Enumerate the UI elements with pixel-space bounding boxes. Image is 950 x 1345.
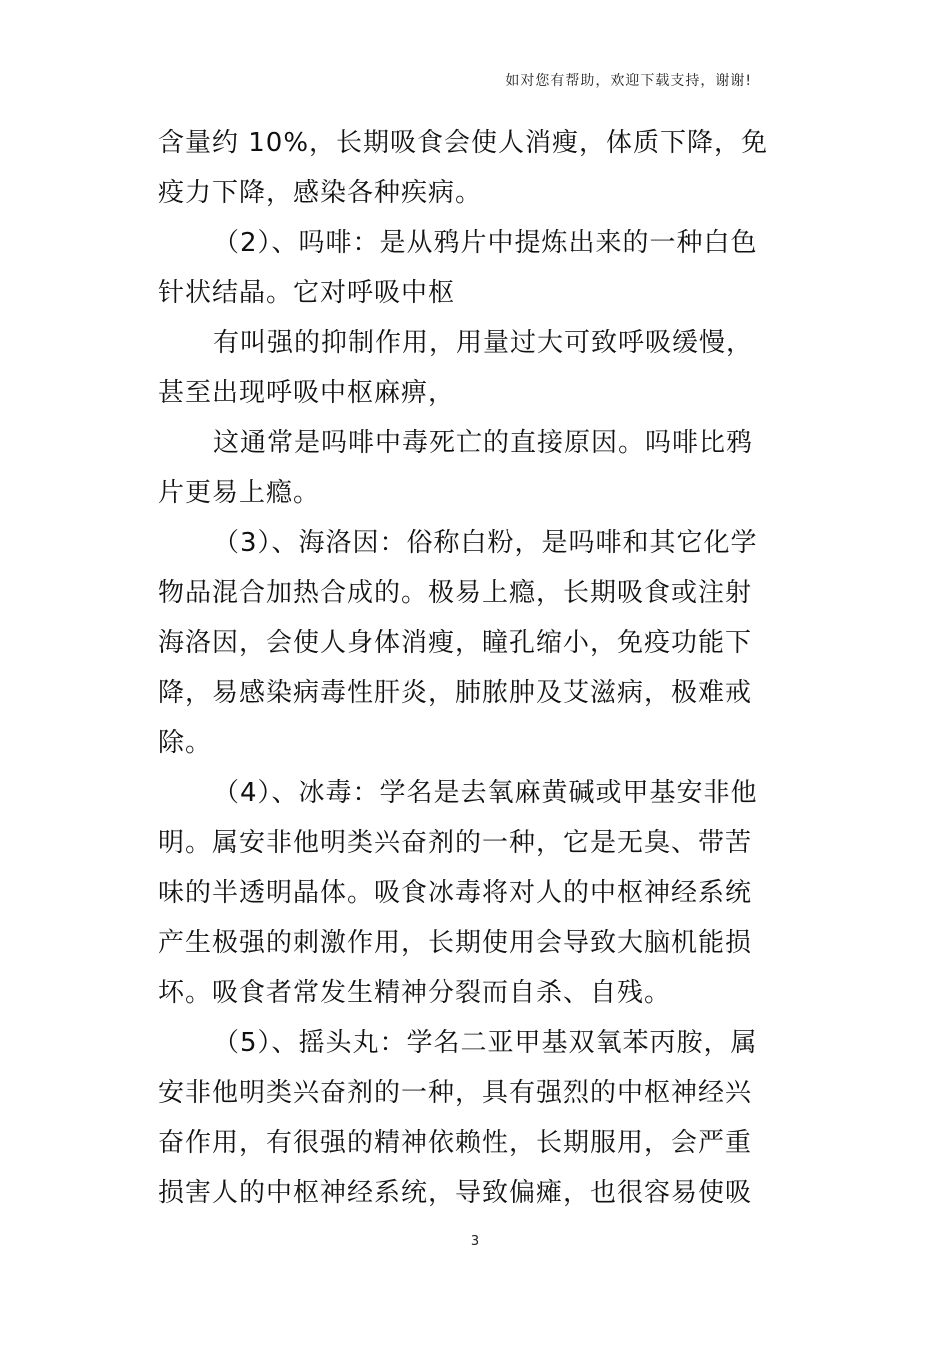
text-line: 安非他明类兴奋剂的一种，具有强烈的中枢神经兴 [158,1078,753,1108]
page-number: 3 [470,1234,480,1249]
text-line: 奋作用，有很强的精神依赖性，长期服用，会严重 [158,1128,753,1158]
paragraph-morphine-heading: （2）、吗啡：是从鸦片中提炼出来的一种白色 [213,228,758,258]
text-line: 有叫强的抑制作用，用量过大可致呼吸缓慢， [213,328,754,358]
page-header-note: 如对您有帮助，欢迎下载支持，谢谢! [505,73,752,89]
text-line: 含量约 10%，长期吸食会使人消瘦，体质下降，免 [158,128,769,158]
text-line: 这通常是吗啡中毒死亡的直接原因。吗啡比鸦 [213,428,754,458]
text-line: 味的半透明晶体。吸食冰毒将对人的中枢神经系统 [158,878,753,908]
text-line: 甚至出现呼吸中枢麻痹， [158,378,456,408]
text-line: 针状结晶。它对呼吸中枢 [158,278,456,308]
paragraph-heroin-heading: （3）、海洛因：俗称白粉，是吗啡和其它化学 [213,528,758,558]
text-line: 疫力下降，感染各种疾病。 [158,178,483,208]
text-line: 海洛因，会使人身体消瘦，瞳孔缩小，免疫功能下 [158,628,753,658]
text-line: 损害人的中枢神经系统，导致偏瘫，也很容易使吸 [158,1178,753,1208]
text-line: 坏。吸食者常发生精神分裂而自杀、自残。 [158,978,672,1008]
text-line: 产生极强的刺激作用，长期使用会导致大脑机能损 [158,928,753,958]
text-line: 物品混合加热合成的。极易上瘾，长期吸食或注射 [158,578,753,608]
text-line: 除。 [158,728,213,758]
text-line: 降，易感染病毒性肝炎，肺脓肿及艾滋病，极难戒 [158,678,753,708]
text-line: 片更易上瘾。 [158,478,321,508]
paragraph-ecstasy-heading: （5）、摇头丸：学名二亚甲基双氧苯丙胺，属 [213,1028,758,1058]
text-line: 明。属安非他明类兴奋剂的一种，它是无臭、带苦 [158,828,753,858]
paragraph-ice-heading: （4）、冰毒：学名是去氧麻黄碱或甲基安非他 [213,778,758,808]
